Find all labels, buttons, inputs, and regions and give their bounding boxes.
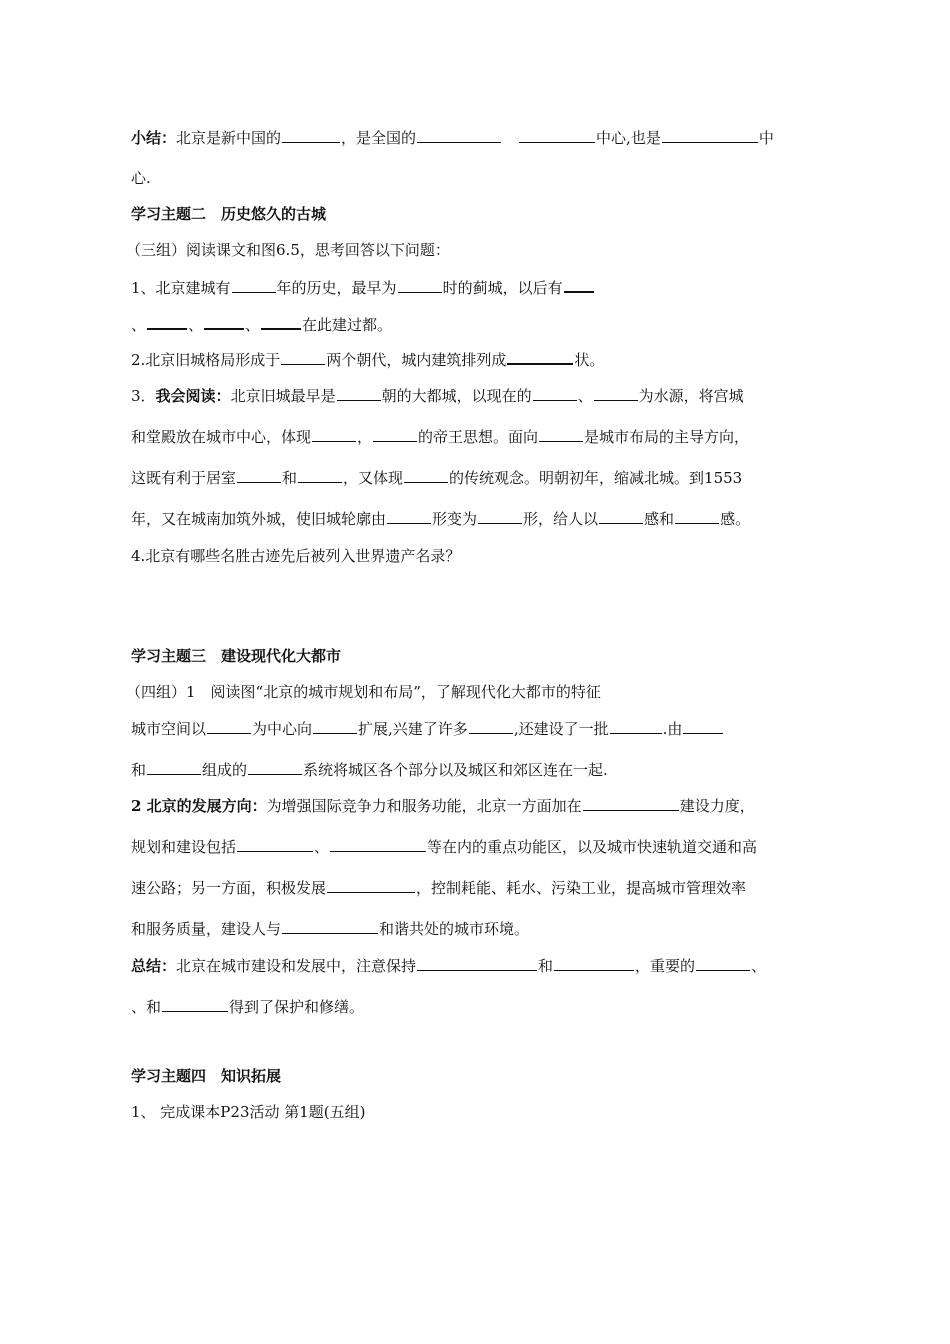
blank[interactable] [330, 836, 426, 852]
blank[interactable] [237, 467, 281, 483]
blank[interactable] [599, 508, 643, 524]
summary-label: 小结： [131, 129, 177, 147]
section-heading-theme4: 学习主题四 知识拓展 [131, 1067, 282, 1085]
theme2-q4: 4.北京有哪些名胜古迹先后被列入世界遗产名录？ [131, 547, 461, 565]
q2-label: 2 北京的发展方向： [131, 797, 267, 815]
summary-line-2: 心. [131, 169, 151, 187]
blank[interactable] [696, 955, 750, 971]
blank[interactable] [337, 385, 381, 401]
blank[interactable] [417, 127, 501, 143]
theme3-q2-line-4: 和服务质量，建设人与 和谐共处的城市环境。 [131, 920, 530, 938]
theme3-summary-line-1: 总结：北京在城市建设和发展中，注意保持 和 ，重要的 、 [131, 957, 767, 975]
blank[interactable] [282, 918, 378, 934]
blank[interactable] [662, 127, 758, 143]
q3-label: 我会阅读： [155, 387, 231, 405]
blank[interactable] [298, 467, 342, 483]
theme3-p1-line-2: 和 组成的 系统将城区各个部分以及城区和郊区连在一起. [131, 761, 608, 779]
blank[interactable] [207, 718, 251, 734]
blank[interactable] [583, 795, 679, 811]
blank[interactable] [398, 277, 442, 293]
section-heading-theme3: 学习主题三 建设现代化大都市 [131, 647, 342, 665]
blank[interactable] [564, 276, 594, 293]
blank[interactable] [675, 508, 719, 524]
theme2-intro: （三组）阅读课文和图6.5，思考回答以下问题： [126, 241, 450, 259]
theme2-q1-line-2: 、 、 、 在此建过都。 [131, 313, 821, 335]
blank[interactable] [478, 508, 522, 524]
blank[interactable] [147, 759, 201, 775]
theme2-q3-line-2: 和堂殿放在城市中心，体现 ， 的帝王思想。面向 是城市布局的主导方向， [131, 428, 750, 446]
blank[interactable] [204, 313, 244, 330]
theme4-q1: 1、 完成课本P23活动 第1题(五组) [131, 1103, 366, 1121]
theme2-q2: 2.北京旧城格局形成于 两个朝代，城内建筑排列成 状。 [131, 348, 821, 370]
theme2-q3-line-4: 年，又在城南加筑外城，使旧城轮廓由 形变为 形，给人以 感和 感。 [131, 510, 751, 528]
blank[interactable] [162, 996, 228, 1012]
theme3-summary-line-2: 、和 得到了保护和修缮。 [131, 998, 365, 1016]
blank[interactable] [373, 426, 417, 442]
section-heading-theme2: 学习主题二 历史悠久的古城 [131, 205, 327, 223]
blank[interactable] [594, 385, 638, 401]
blank[interactable] [554, 955, 634, 971]
blank[interactable] [327, 877, 415, 893]
theme3-intro: （四组）1 阅读图“北京的城市规划和布局”，了解现代化大都市的特征 [126, 683, 601, 701]
blank[interactable] [313, 718, 357, 734]
theme3-q2-line-3: 速公路；另一方面，积极发展 ，控制耗能、耗水、污染工业，提高城市管理效率 [131, 879, 747, 897]
blank[interactable] [417, 955, 537, 971]
theme3-p1-line-1: 城市空间以 为中心向 扩展,兴建了许多 ,还建设了一批 .由 [131, 718, 821, 739]
blank[interactable] [281, 349, 325, 365]
blank[interactable] [248, 759, 302, 775]
blank[interactable] [469, 718, 513, 734]
blank[interactable] [507, 348, 573, 365]
blank[interactable] [261, 313, 301, 330]
theme2-q1-line-1: 1、北京建城有 年的历史，最早为 时的蓟城，以后有 [131, 276, 821, 298]
blank[interactable] [683, 718, 723, 734]
theme3-q2-line-1: 2 北京的发展方向：为增强国际竞争力和服务功能，北京一方面加在 建设力度， [131, 797, 755, 815]
blank[interactable] [237, 836, 313, 852]
blank[interactable] [404, 467, 448, 483]
blank[interactable] [312, 426, 356, 442]
blank[interactable] [533, 385, 577, 401]
blank[interactable] [610, 718, 662, 734]
blank[interactable] [519, 127, 595, 143]
theme2-q3-line-1: 3．我会阅读：北京旧城最早是 朝的大都城，以现在的 、 为水源，将宫城 [131, 387, 744, 405]
blank[interactable] [232, 277, 276, 293]
summary-line-1: 小结：北京是新中国的 ，是全国的 中心,也是 中 [131, 129, 774, 147]
blank[interactable] [539, 426, 583, 442]
summary-label: 总结： [131, 957, 177, 975]
blank[interactable] [147, 313, 187, 330]
blank[interactable] [282, 127, 340, 143]
theme3-q2-line-2: 规划和建设包括 、 等在内的重点功能区，以及城市快速轨道交通和高 [131, 838, 758, 856]
theme2-q3-line-3: 这既有利于居室 和 ，又体现 的传统观念。明朝初年，缩减北城。到1553 [131, 469, 743, 487]
blank[interactable] [387, 508, 431, 524]
